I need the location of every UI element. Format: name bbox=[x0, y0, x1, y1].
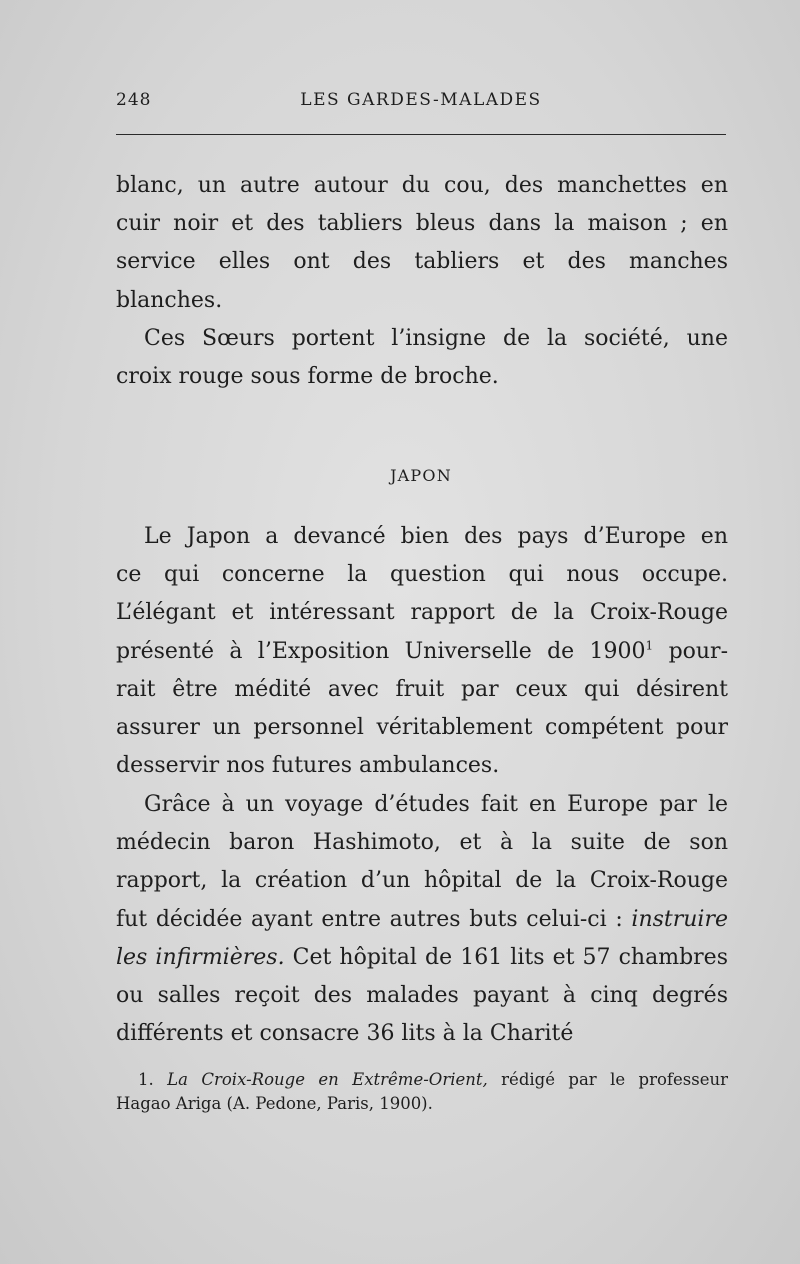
text-line: service elles ont des tabliers et des manches bbox=[116, 249, 728, 275]
footnote-marker: 1 bbox=[645, 638, 654, 653]
page-number: 248 bbox=[116, 90, 152, 110]
text-line: blanc, un autre autour du cou, des manchettes en bbox=[116, 173, 728, 198]
paragraph-hashimoto bbox=[116, 786, 728, 1053]
text-line bbox=[116, 633, 728, 671]
text-line: ce qui concerne la question qui nous occupe. bbox=[116, 562, 728, 588]
footnote-number: 1. bbox=[138, 1070, 154, 1089]
paragraph-japon bbox=[116, 518, 728, 785]
footnote-text: rédigé par le professeur bbox=[501, 1070, 728, 1089]
text-line: assurer un personnel véritablement compétent pour bbox=[116, 715, 728, 741]
text-line: rapport, la création d’un hôpital de la Croix-Rouge bbox=[116, 868, 728, 894]
footnote bbox=[116, 1068, 728, 1116]
text-line: L’élégant et intéressant rapport de la Croix-Rouge bbox=[116, 600, 728, 626]
running-head bbox=[116, 90, 726, 118]
paragraph-insigne bbox=[116, 320, 728, 396]
running-title: LES GARDES-MALADES bbox=[300, 90, 542, 110]
text-fragment: présenté à l’Exposition Universelle de 1900 bbox=[116, 638, 646, 664]
section-heading: JAPON bbox=[390, 466, 452, 485]
text-fragment: fut décidée ayant entre autres buts celui-ci : bbox=[116, 906, 623, 932]
text-line: cuir noir et des tabliers bleus dans la maison ; en bbox=[116, 211, 728, 237]
text-line: croix rouge sous forme de broche. bbox=[116, 364, 499, 390]
text-line: Ces Sœurs portent l’insigne de la société, une bbox=[144, 326, 728, 351]
text-line bbox=[116, 901, 728, 939]
text-fragment: pour- bbox=[668, 638, 728, 664]
paragraph-continued bbox=[116, 167, 728, 320]
text-line: desservir nos futures ambulances. bbox=[116, 753, 500, 779]
text-fragment: Cet hôpital de 161 lits et 57 chambres bbox=[292, 944, 728, 970]
italic-phrase: instruire bbox=[631, 906, 728, 932]
text-line: différents et consacre 36 lits à la Charité bbox=[116, 1021, 574, 1047]
text-line: blanches. bbox=[116, 287, 223, 313]
footnote-title: La Croix-Rouge en Extrême-Orient, bbox=[167, 1070, 488, 1089]
footnote-line: Hagao Ariga (A. Pedone, Paris, 1900). bbox=[116, 1094, 433, 1113]
text-line: ou salles reçoit des malades payant à cinq degrés bbox=[116, 983, 728, 1009]
footnote-line bbox=[116, 1068, 728, 1092]
italic-phrase: les infirmières. bbox=[116, 944, 285, 970]
text-line: Le Japon a devancé bien des pays d’Europe en bbox=[144, 524, 728, 549]
text-line bbox=[116, 939, 728, 977]
text-line: médecin baron Hashimoto, et à la suite de son bbox=[116, 830, 728, 856]
header-rule bbox=[116, 134, 726, 135]
text-line: rait être médité avec fruit par ceux qui désirent bbox=[116, 676, 728, 702]
text-line: Grâce à un voyage d’études fait en Europe par le bbox=[144, 792, 728, 817]
